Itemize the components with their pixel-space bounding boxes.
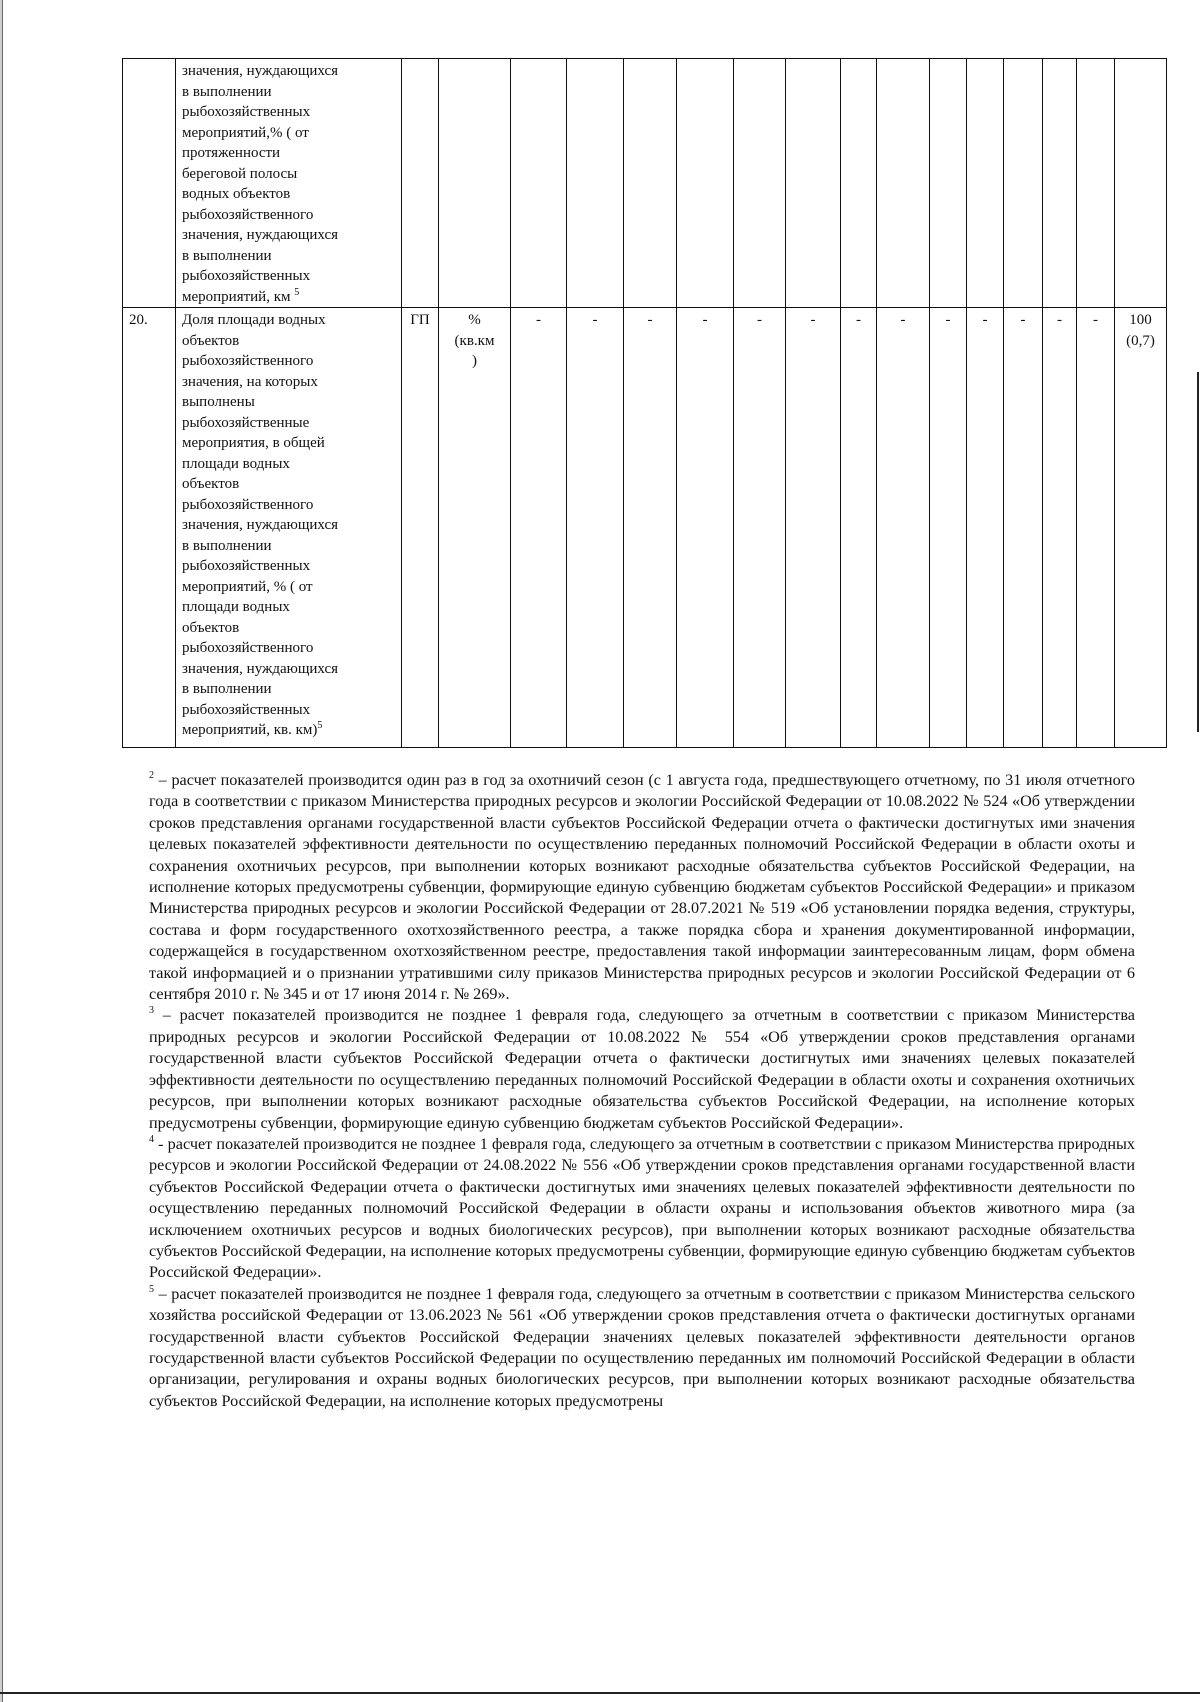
value-cell [877,59,930,308]
value-cell: - [624,308,677,748]
value-cell [734,59,786,308]
footnote-text: - расчет показателей производится не позднее 1 февраля года, следующего за отчетным в соответствии с приказом Министерства природных ресурсов и экологии Российской Федерации от 24.08.2022 № 556 «Об утверждении сроков представления органами государственной власти субъектов Российской Федерации отчета о фактически достигнутых ими значениях целевых показателей эффективности деятельности по осуществлению переданных полномочий Российской Федерации в области охраны и использования объектов животного мира (за исключением охотничьих ресурсов и водных биологических ресурсов), при выполнении которых возникают расходные обязательства субъектов Российской Федерации, на исполнение которых предусмотрены субвенции, формирующие единую субвенцию бюджетам субъектов Российской Федерации». [149,1134,1135,1282]
footnote-text: – расчет показателей производится один раз в год за охотничий сезон (с 1 августа года, предшествующего отчетному, по 31 июля отчетного года в соответствии с приказом Министерства природных ресурсов и экологии Российской Федерации от 10.08.2022 № 524 «Об утверждении сроков представления органами государственной власти субъектов Российской Федерации отчета о фактически достигнутых ими значения целевых показателей эффективности деятельности по осуществлению переданных полномочий Российской Федерации в области охоты и сохранения охотничьих ресурсов, при выполнении которых возникают расходные обязательства субъектов Российской Федерации, на исполнение которых предусмотрены субвенции, формирующие единую субвенцию бюджетам субъектов Российской Федерации» и приказом Министерства природных ресурсов и экологии Российской Федерации от 28.07.2021 № 519 «Об установлении порядка ведения, структуры, состава и форм государственного охотхозяйственного реестра, а также порядка сбора и хранения документированной информации, содержащейся в государственном охотхозяйственном реестре, предоставления такой информации заинтересованным лицам, форм обмена такой информацией и о признании утратившими силу приказов Министерства природных ресурсов и экологии Российской Федерации от 6 сентября 2010 г. № 345 и от 17 июня 2014 г. № 269». [149,771,1135,1004]
indicator-description: Доля площади водных объектов рыбохозяйственного значения, на которых выполнены рыбохозяйственные мероприятия, в общей площади водных объектов рыбохозяйственного значения, нуждающихся в выполнении рыбохозяйственных мероприятий, % ( от площади водных объектов рыбохозяйственного значения, нуждающихся в выполнении рыбохозяйственных мероприятий, кв. км)$^5$ [176,308,402,748]
value-cell [1115,59,1167,308]
indicator-source: ГП [402,308,439,748]
value-cell: - [1077,308,1115,748]
value-cell: - [734,308,786,748]
value-cell: - [1004,308,1043,748]
value-cell [677,59,734,308]
value-cell: - [967,308,1004,748]
indicators-table [122,58,1167,748]
value-cell [967,59,1004,308]
footnote-text: – расчет показателей производится не позднее 1 февраля года, следующего за отчетным в соответствии с приказом Министерства природных ресурсов и экологии Российской Федерации от 10.08.2022 № 554 «Об утверждении сроков представления органами государственной власти субъектов Российской Федерации отчета о фактически достигнутых ими значениях целевых показателей эффективности деятельности по осуществлению переданных полномочий Российской Федерации в области охоты и сохранения охотничьих ресурсов, при выполнении которых возникают расходные обязательства субъектов Российской Федерации, на исполнение которых предусмотрены субвенции, формирующие единую субвенцию бюджетам субъектов Российской Федерации». [149,1006,1135,1132]
row-number [123,59,176,308]
value-cell [624,59,677,308]
value-cell: - [877,308,930,748]
footnote [149,1134,1135,1284]
footnote [149,1284,1135,1412]
indicator-unit: % (кв.км ) [439,308,511,748]
value-cell [930,59,967,308]
value-cell: - [786,308,841,748]
value-cell [841,59,877,308]
value-cell: - [511,308,567,748]
value-cell: - [930,308,967,748]
value-cell [567,59,624,308]
value-cell: - [677,308,734,748]
indicator-description: значения, нуждающихся в выполнении рыбохозяйственных мероприятий,% ( от протяженности береговой полосы водных объектов рыбохозяйственного значения, нуждающихся в выполнении рыбохозяйственных мероприятий, км $^5$ [176,59,402,308]
footnote [149,770,1135,1005]
footnote [149,1005,1135,1133]
footnote-marker: 4 [149,1133,154,1145]
indicator-source [402,59,439,308]
row-number: 20. [123,308,176,748]
scan-edge-left-line [2,0,3,1702]
value-cell: 100 (0,7) [1115,308,1167,748]
value-cell [1043,59,1077,308]
value-cell: - [1043,308,1077,748]
footnote-marker: 5 [149,1283,154,1295]
value-cell: - [567,308,624,748]
table-row [123,59,1167,308]
value-cell: - [841,308,877,748]
scan-edge-right [1197,372,1199,732]
value-cell [786,59,841,308]
footnote-text: – расчет показателей производится не позднее 1 февраля года, следующего за отчетным в соответствии с приказом Министерства сельского хозяйства российской Федерации от 13.06.2023 № 561 «Об утверждении сроков представления отчета о фактически достигнутых органами государственной власти субъектов Российской Федерации значениях целевых показателей эффективности деятельности органов государственной власти субъектов Российской Федерации по осуществлению переданных им полномочий Российской Федерации в области организации, регулирования и охраны водных биологических ресурсов, при выполнении которых возникают расходные обязательства субъектов Российской Федерации, на исполнение которых предусмотрены [149,1284,1135,1410]
indicator-unit [439,59,511,308]
footnotes [149,770,1135,1412]
value-cell [1077,59,1115,308]
footnote-marker: 3 [149,1005,154,1017]
page-bottom-rule [0,1692,1200,1694]
footnote-marker: 2 [149,770,154,781]
table-row [123,308,1167,748]
value-cell [1004,59,1043,308]
value-cell [511,59,567,308]
